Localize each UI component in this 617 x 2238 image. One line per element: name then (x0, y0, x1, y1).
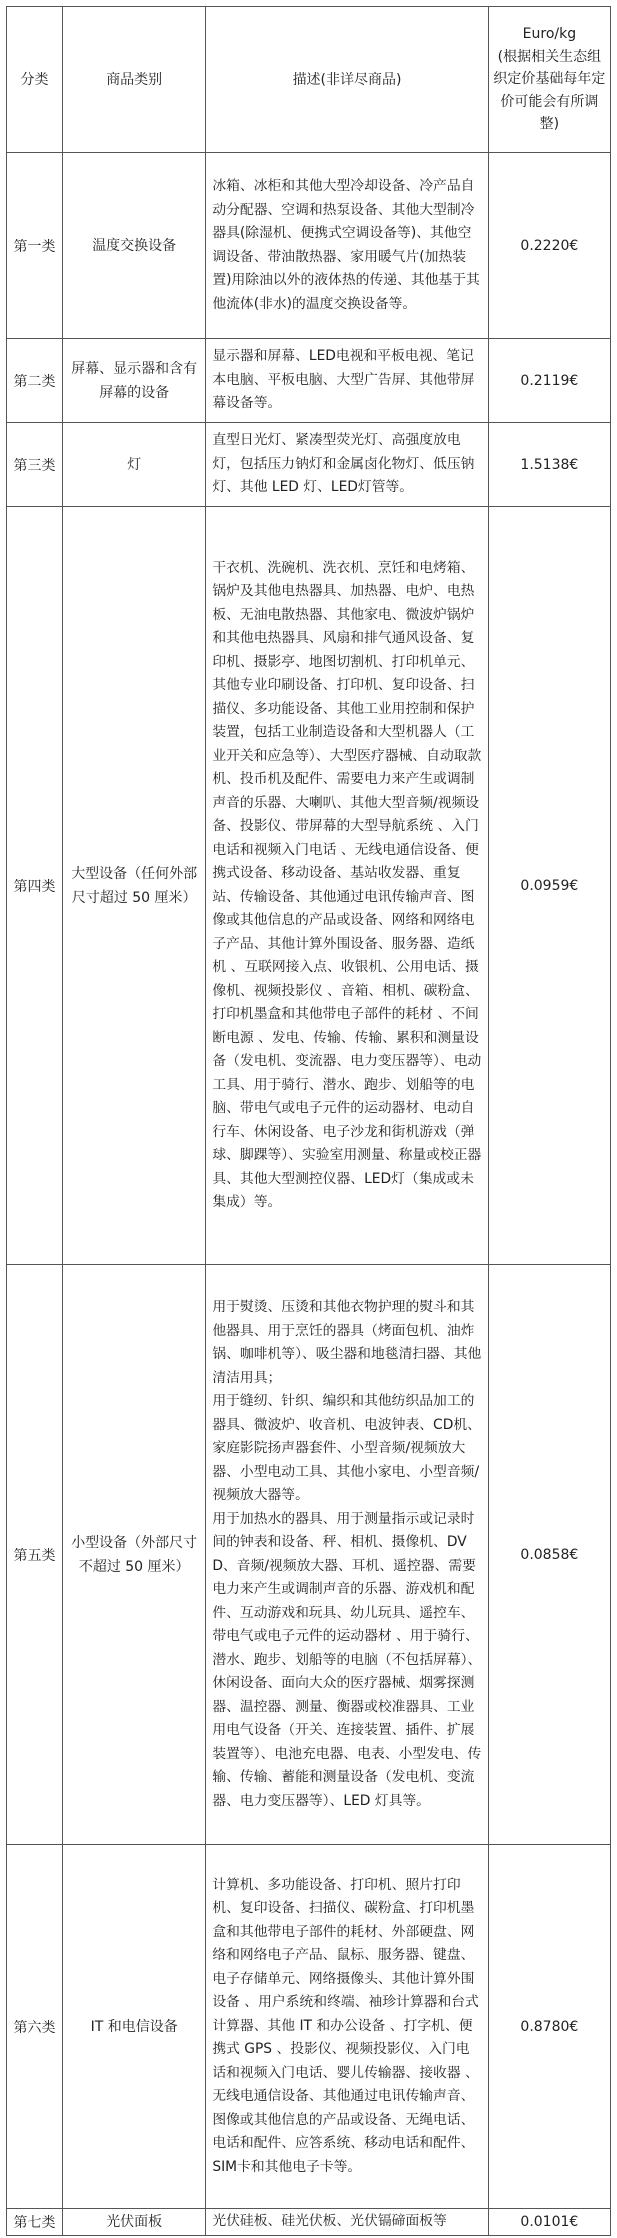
table-row (7, 423, 611, 507)
row-class: 第一类 (7, 153, 63, 339)
row-class: 第三类 (7, 423, 63, 507)
row-price: 0.0959€ (488, 507, 610, 1265)
header-class: 分类 (7, 7, 63, 153)
row-class: 第七类 (7, 2209, 63, 2236)
row-description: 计算机、多功能设备、打印机、照片打印机、复印设备、扫描仪、碳粉盒、打印机墨盒和其他带电子部件的耗材、外部硬盘、网络和网络电子产品、鼠标、服务器、键盘、电子存储单元、网络摄像头、其他计算外围设备 、用户系统和终端、袖珍计算器和台式计算器、其他 IT 和办公设备 、打字机、便携式 GPS 、投影仪、视频投影仪、入门电话和视频入门电话、婴儿传输器、接收器 、无线电通信设备、其他通过电讯传输声音、图像或其他信息的产品或设备、无绳电话、电话和配件、应答系统、移动电话和配件、SIM卡和其他电子卡等。 (206, 1845, 488, 2209)
table-row (7, 507, 611, 1265)
table-row (7, 1845, 611, 2209)
header-category: 商品类别 (63, 7, 206, 153)
row-description: 冰箱、冰柜和其他大型冷却设备、冷产品自动分配器、空调和热泵设备、其他大型制冷器具(除湿机、便携式空调设备等)、其他空调设备、带油散热器、家用暖气片(加热装置)用除油以外的液体热的传递、其他基于其他流体(非水)的温度交换设备等。 (206, 153, 488, 339)
table-row (7, 2209, 611, 2236)
row-class: 第六类 (7, 1845, 63, 2209)
row-category: 光伏面板 (63, 2209, 206, 2236)
table-row (7, 339, 611, 423)
row-price: 1.5138€ (488, 423, 610, 507)
row-description: 光伏硅板、硅光伏板、光伏镉碲面板等 (206, 2209, 488, 2236)
row-price: 0.2119€ (488, 339, 610, 423)
header-row (7, 7, 611, 153)
row-description: 直型日光灯、紧凑型荧光灯、高强度放电灯，包括压力钠灯和金属卤化物灯、低压钠灯、其他 LED 灯、LED灯管等。 (206, 423, 488, 507)
header-description: 描述(非详尽商品) (206, 7, 488, 153)
row-class: 第四类 (7, 507, 63, 1265)
header-price: Euro/kg (根据相关生态组织定价基础每年定价可能会有所调整) (488, 7, 610, 153)
row-price: 0.0101€ (488, 2209, 610, 2236)
row-description: 用于熨烫、压烫和其他衣物护理的熨斗和其他器具、用于烹饪的器具（烤面包机、油炸锅、咖啡机等）、吸尘器和地毯清扫器、其他清洁用具； 用于缝纫、针织、编织和其他纺织品加工的器具、微波炉、收音机、电波钟表、CD机、家庭影院扬声器套件、小型音频/视频放大器、小型电动工具、其他小家电、小型音频/视频放大器等。 用于加热水的器具、用于测量指示或记录时间的钟表和设备、秤、相机、摄像机、DVD、音频/视频放大器、耳机、遥控器、需要电力来产生或调制声音的乐器、游戏机和配件、互动游戏和玩具、幼儿玩具、遥控车、带电气或电子元件的运动器材 、用于骑行、潜水、跑步、划船等的电脑（不包括屏幕）、休闲设备、面向大众的医疗器械、烟雾探测器、温控器、测量、衡器或校准器具、工业用电气设备（开关、连接装置、插件、扩展装置等）、电池充电器、电表、小型发电、传输、传输、蓄能和测量设备（发电机、变流器、电力变压器等）、LED 灯具等。 (206, 1265, 488, 1845)
row-category: 灯 (63, 423, 206, 507)
row-price: 0.8780€ (488, 1845, 610, 2209)
row-category: 温度交换设备 (63, 153, 206, 339)
row-price: 0.2220€ (488, 153, 610, 339)
row-category: 屏幕、显示器和含有屏幕的设备 (63, 339, 206, 423)
row-description: 干衣机、洗碗机、洗衣机、烹饪和电烤箱、锅炉及其他电热器具、加热器、电炉、电热板、无油电散热器、其他家电、微波炉锅炉和其他电热器具、风扇和排气通风设备、复印机、摄影亭、地图切割机、打印机单元、其他专业印刷设备、打印机、复印设备、扫描仪、多功能设备、其他工业用控制和保护装置，包括工业制造设备和大型机器人（工业开关和应急等）、大型医疗器械、自动取款机、投币机及配件、需要电力来产生或调制声音的乐器、大喇叭、其他大型音频/视频设备、投影仪、带屏幕的大型导航系统 、入门电话和视频入门电话 、无线电通信设备、便携式设备、移动设备、基站收发器、重复站、传输设备、其他通过电讯传输声音、图像或其他信息的产品或设备、网络和网络电子产品、其他计算外围设备、服务器、造纸机 、互联网接入点、收银机、公用电话、摄像机、视频投影仪 、音箱、相机、碳粉盒、打印机墨盒和其他带电子部件的耗材 、不间断电源 、发电、传输、传输、累积和测量设备（发电机、变流器、电力变压器等）、电动工具、用于骑行、潜水、跑步、划船等的电脑、带电气或电子元件的运动器材、电动自行车、休闲设备、电子沙龙和街机游戏（弹球、脚踝等）、实验室用测量、称量或校正器具、其他大型测控仪器、LED灯（集成或未集成）等。 (206, 507, 488, 1265)
row-category: 小型设备（外部尺寸不超过 50 厘米） (63, 1265, 206, 1845)
epr-fee-table (6, 6, 611, 2236)
row-price: 0.0858€ (488, 1265, 610, 1845)
row-category: IT 和电信设备 (63, 1845, 206, 2209)
table-row (7, 1265, 611, 1845)
table-row (7, 153, 611, 339)
row-category: 大型设备（任何外部尺寸超过 50 厘米） (63, 507, 206, 1265)
row-description: 显示器和屏幕、LED电视和平板电视、笔记本电脑、平板电脑、大型广告屏、其他带屏幕设备等。 (206, 339, 488, 423)
row-class: 第五类 (7, 1265, 63, 1845)
row-class: 第二类 (7, 339, 63, 423)
